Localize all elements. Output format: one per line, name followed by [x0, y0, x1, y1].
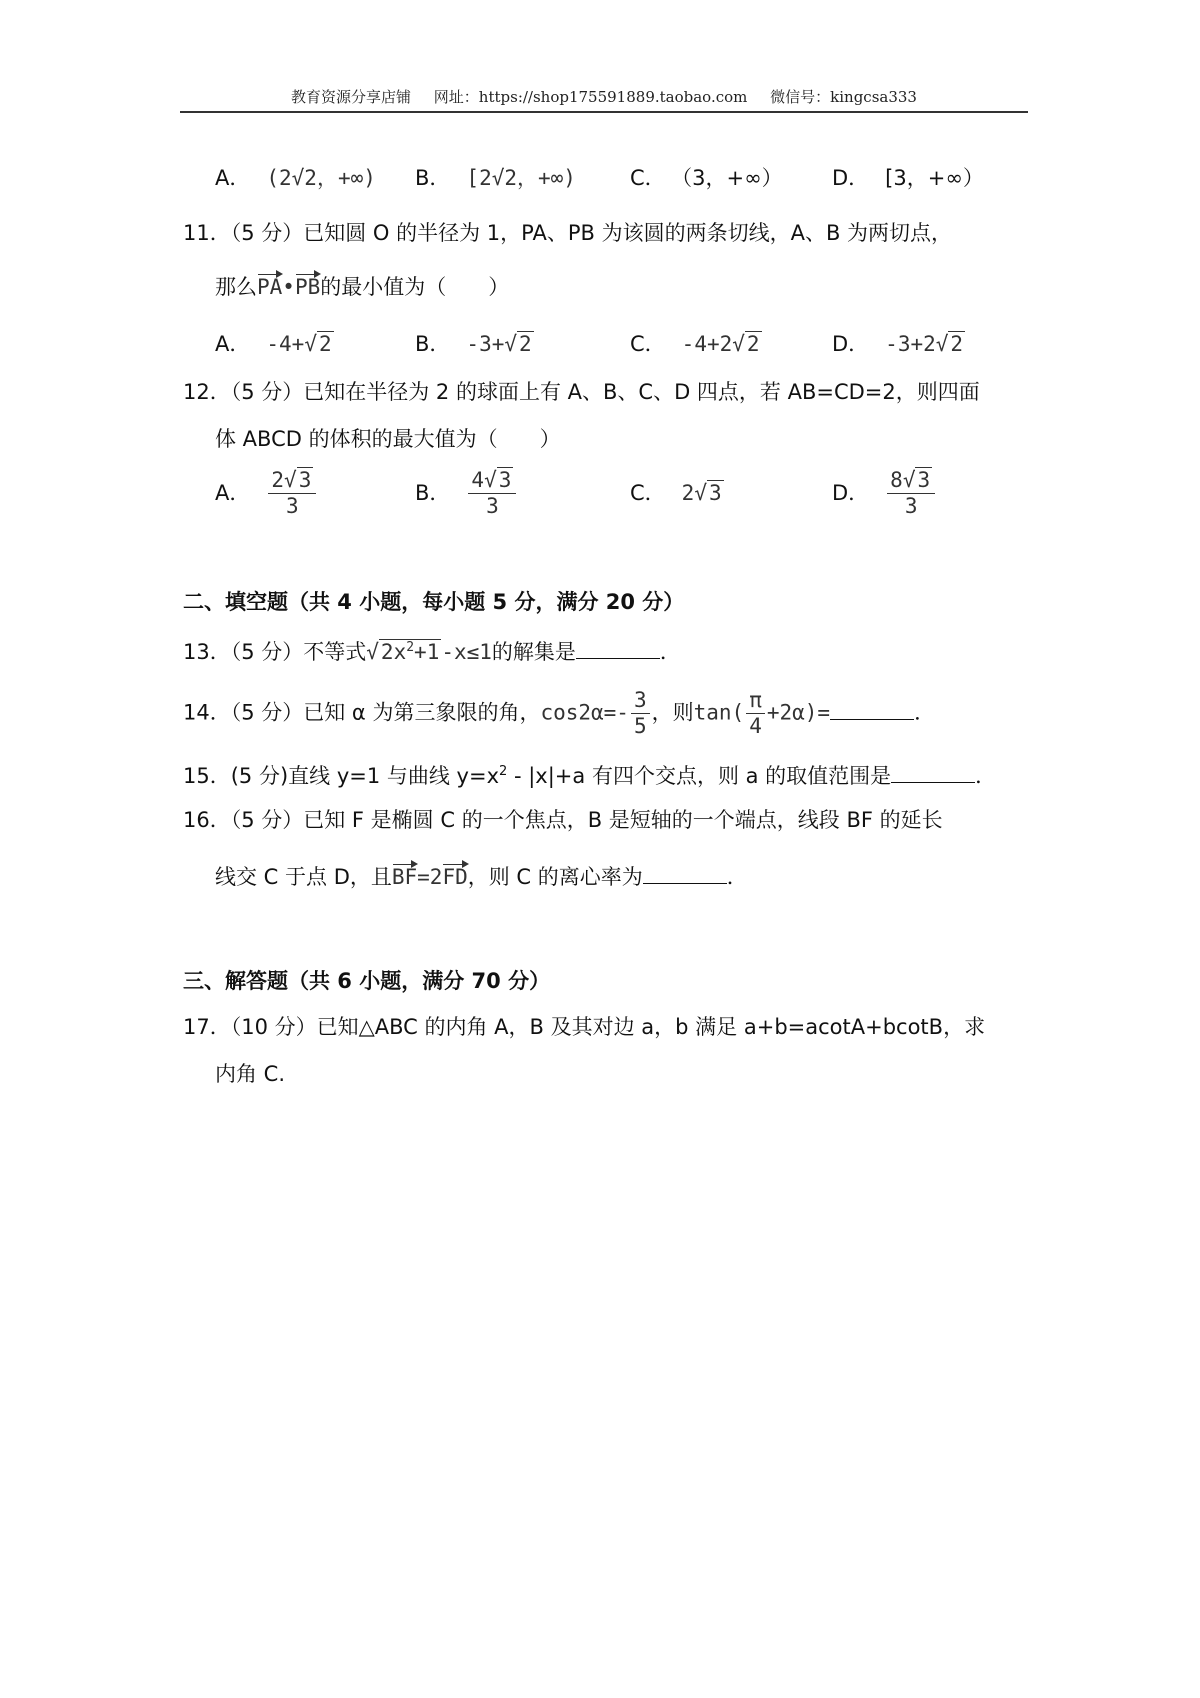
- option-value: [885, 332, 965, 356]
- q13-pre: 13．（5 分）不等式: [183, 640, 367, 664]
- q13: [183, 640, 681, 663]
- sqrt-symbol: $√2x^2+1$: [366, 640, 440, 664]
- answer-blank: [576, 640, 660, 659]
- option-label: A．: [215, 480, 251, 505]
- radicand-base: 2x: [380, 640, 407, 664]
- vector-pb: PB: [294, 275, 321, 299]
- radicand-tail: +1: [414, 640, 440, 664]
- option-label: D．: [832, 332, 870, 356]
- q12-option-d: [832, 470, 937, 517]
- wechat-id: 微信号：kingcsa333: [770, 88, 917, 106]
- q16-line2: [215, 865, 748, 888]
- q10-option-d: [832, 168, 984, 189]
- option-pre: -4+: [266, 332, 305, 356]
- q10-option-c: [630, 168, 783, 189]
- option-label: D．: [832, 166, 870, 190]
- q12-option-b: [415, 470, 518, 517]
- q11-option-d: [832, 334, 965, 355]
- q11-option-b: [415, 334, 534, 355]
- q14-pre: 14．（5 分）已知 α 为第三象限的角，: [183, 700, 541, 725]
- fraction-denominator: 3: [904, 494, 918, 518]
- fraction: [887, 470, 935, 517]
- option-label: B．: [415, 166, 451, 190]
- q11-post: 的最小值为（ ）: [320, 275, 510, 299]
- exponent: 2: [406, 640, 415, 655]
- vector-bf: BF: [391, 865, 418, 889]
- option-value: (2√2，+∞): [266, 166, 376, 190]
- q11-line2: [215, 277, 509, 298]
- answer-blank: [643, 865, 727, 884]
- option-value: [682, 332, 762, 356]
- coefficient: 2: [271, 468, 285, 492]
- vector-pa: PA: [257, 275, 283, 299]
- radicand: [379, 639, 441, 664]
- tan-tail: +2α)=: [766, 700, 831, 725]
- fraction-numerator: [268, 470, 316, 494]
- q16-pre: 线交 C 于点 D，且: [215, 865, 392, 889]
- answer-blank: [830, 701, 914, 720]
- sqrt-symbol: √3: [484, 468, 512, 492]
- q14-end: ．: [914, 700, 936, 725]
- sqrt-symbol: √3: [902, 468, 931, 492]
- radicand: 2: [746, 332, 760, 356]
- shop-name: 教育资源分享店铺: [291, 88, 412, 106]
- q10-option-b: [415, 168, 576, 189]
- q10-option-a: [215, 168, 376, 189]
- fraction: [268, 470, 316, 517]
- option-label: C．: [630, 481, 666, 505]
- section-fill-in-heading: 二、填空题（共 4 小题，每小题 5 分，满分 20 分）: [183, 590, 685, 614]
- radicand: 3: [917, 468, 931, 492]
- q11-line1: 11．（5 分）已知圆 O 的半径为 1，PA、PB 为该圆的两条切线，A、B 为两切点，: [183, 221, 953, 245]
- section-solution-heading: 三、解答题（共 6 小题，满分 70 分）: [183, 969, 551, 993]
- sqrt-symbol: √3: [284, 468, 312, 492]
- radicand: 2: [318, 332, 332, 356]
- q12-line1: 12．（5 分）已知在半径为 2 的球面上有 A、B、C、D 四点，若 AB=CD=2，则四面: [183, 380, 980, 404]
- option-pre: -3+2: [885, 332, 936, 356]
- fraction-denominator: 4: [749, 714, 762, 738]
- option-value: [3，+∞）: [885, 166, 984, 190]
- radicand: 2: [519, 332, 532, 356]
- radicand: 3: [298, 468, 312, 492]
- q11-option-c: [630, 334, 762, 355]
- radicand: 2: [950, 332, 964, 356]
- q16-line1: 16．（5 分）已知 F 是椭圆 C 的一个焦点，B 是短轴的一个端点，线段 BF 的延长: [183, 808, 943, 832]
- vector-fd: FD: [442, 865, 468, 889]
- sqrt-symbol: √2: [504, 332, 532, 356]
- q15-pre: 15．(5 分)直线 y=1 与曲线 y=x: [183, 764, 500, 788]
- q15-end: ．: [975, 764, 997, 788]
- radicand: 3: [498, 468, 512, 492]
- equals-two: =2: [417, 865, 443, 889]
- option-label: C．: [630, 166, 666, 190]
- cos-expression: cos2α=-: [540, 700, 629, 725]
- fraction-denominator: 3: [286, 494, 299, 518]
- q12-option-c: [630, 483, 724, 504]
- expression-tail: -x≤1: [441, 640, 492, 664]
- option-label: D．: [832, 480, 870, 505]
- q11-option-a: [215, 334, 334, 355]
- q13-end: ．: [659, 640, 681, 664]
- q12-option-a: [215, 470, 318, 517]
- option-pre: -3+: [466, 332, 505, 356]
- fraction-denominator: 3: [486, 494, 499, 518]
- page-header: [180, 86, 1028, 107]
- q12-line2: 体 ABCD 的体积的最大值为（ ）: [215, 427, 561, 451]
- header-divider: [180, 111, 1028, 113]
- fraction-numerator: π: [746, 690, 765, 714]
- fraction-denominator: 5: [633, 714, 647, 738]
- option-label: C．: [630, 332, 666, 356]
- fraction-numerator: [468, 470, 516, 494]
- q16-end: ．: [726, 865, 748, 889]
- sqrt-symbol: √2: [304, 332, 332, 356]
- option-label: B．: [415, 480, 451, 505]
- q15-post: - |x|+a 有四个交点，则 a 的取值范围是: [507, 764, 892, 788]
- option-value: （3，+∞）: [681, 166, 783, 190]
- q16-post: ，则 C 的离心率为: [467, 865, 643, 889]
- sqrt-symbol: √2: [732, 332, 760, 356]
- shop-url: 网址：https://shop175591889.taobao.com: [433, 88, 748, 106]
- q13-post: 的解集是: [491, 640, 576, 664]
- option-value: [466, 332, 533, 356]
- option-value: [266, 332, 333, 356]
- option-pre: -4+2: [681, 332, 733, 356]
- sqrt-symbol: √2: [935, 332, 964, 356]
- fraction: [631, 690, 650, 737]
- option-label: B．: [415, 332, 451, 356]
- q15: [183, 764, 996, 787]
- exponent: 2: [499, 764, 508, 779]
- coefficient: 4: [471, 468, 485, 492]
- q17-line2: 内角 C.: [215, 1062, 286, 1086]
- dot-operator: •: [282, 275, 295, 299]
- fraction-numerator: 3: [631, 690, 650, 714]
- fraction: [746, 690, 765, 737]
- coefficient: 2: [681, 481, 695, 505]
- q14: [183, 690, 935, 737]
- answer-blank: [891, 764, 975, 783]
- fraction-numerator: [887, 470, 935, 494]
- q11-pre: 那么: [215, 275, 257, 299]
- radicand: 3: [708, 481, 722, 505]
- option-value: [682, 481, 724, 505]
- q14-mid: ，则: [651, 700, 694, 725]
- sqrt-symbol: √3: [694, 481, 722, 505]
- q17-line1: 17．（10 分）已知△ABC 的内角 A，B 及其对边 a，b 满足 a+b=acotA+bcotB，求: [183, 1015, 986, 1039]
- tan-expression: tan(: [693, 700, 745, 725]
- fraction: [468, 470, 516, 517]
- option-value: [2√2，+∞): [466, 166, 576, 190]
- option-label: A．: [215, 166, 251, 190]
- coefficient: 8: [890, 468, 903, 492]
- option-label: A．: [215, 332, 251, 356]
- q13-expression: [366, 640, 492, 664]
